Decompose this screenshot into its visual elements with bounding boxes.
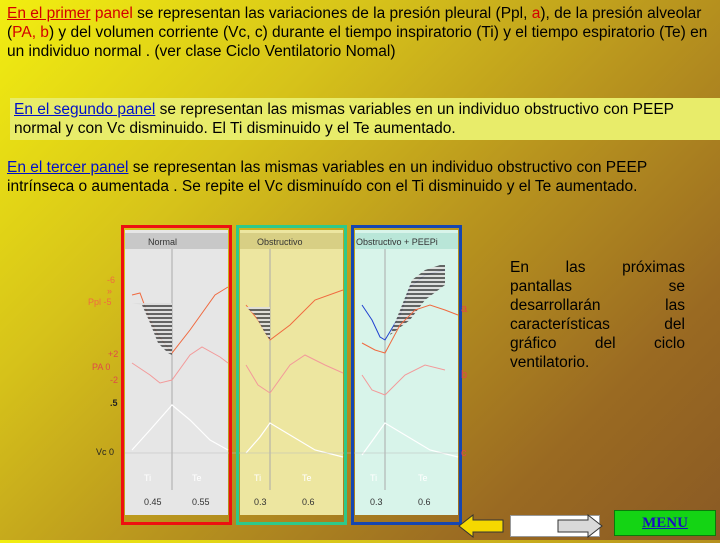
- paragraph-peepi-panel: [7, 158, 715, 196]
- text-segment: se representan las mismas variables en un individuo obstructivo con PEEP normal y con Vc disminuido. El Ti disminuido y el Te aumentado.: [14, 101, 674, 137]
- curve-label-a: a: [461, 303, 468, 315]
- te-value: 0.6: [302, 497, 315, 507]
- highlight-panel: panel: [90, 5, 133, 22]
- text-segment: se representan las mismas variables en un individuo obstructivo con PEEP intrínseca o aumentada . Se repite el Vc disminuído con el Ti disminuido y el Te aumentado.: [7, 159, 647, 195]
- highlight-primer: En el primer: [7, 5, 91, 22]
- ppl-top-tick: -6: [107, 275, 116, 285]
- right-arrow-icon: [556, 514, 604, 538]
- curve-label-c: c: [461, 447, 467, 459]
- highlight-a: a: [531, 5, 541, 22]
- ti-value: 0.3: [370, 497, 383, 507]
- ti-label: Ti: [254, 473, 262, 483]
- side-note: En las próximas pantallas se desarrollarán las características del gráfico del ciclo ventilatorio.: [510, 259, 685, 371]
- ppl-axis-label: Ppl -5: [88, 297, 112, 307]
- curve-label-b: b: [461, 369, 468, 381]
- text-segment: se representan las variaciones de la presión pleural (Ppl,: [132, 5, 532, 22]
- panel-title-obstructivo: Obstructivo: [257, 237, 303, 247]
- text-segment: ), de la presión alveolar (: [7, 5, 702, 41]
- ti-value: 0.3: [254, 497, 267, 507]
- left-arrow-icon: [457, 514, 505, 538]
- panel-title-normal: Normal: [148, 237, 178, 247]
- ti-label: Ti: [144, 473, 152, 483]
- te-value: 0.6: [418, 497, 431, 507]
- panel-frame-obstructivo: [236, 225, 347, 525]
- text-segment: ) y del volumen corriente (Vc, c) durante el tiempo inspiratorio (Ti) y el tiempo espiratorio (Te) en un individuo normal . (ver clase Ciclo Ventilatorio Nomal): [7, 24, 708, 60]
- te-label: Te: [418, 473, 428, 483]
- paragraph-obstructive-panel: [10, 98, 720, 140]
- panel-title-peepi: Obstructivo + PEEPi: [356, 237, 438, 247]
- te-label: Te: [192, 473, 202, 483]
- te-label: Te: [302, 473, 312, 483]
- highlight-pa-b: PA, b: [12, 24, 49, 41]
- ti-value: 0.45: [144, 497, 162, 507]
- highlight-segundo-panel: En el segundo panel: [14, 101, 156, 118]
- panel-frame-peepi: [351, 225, 462, 525]
- pa-axis-label: PA 0: [92, 362, 111, 372]
- forward-arrow-button[interactable]: [556, 514, 604, 538]
- back-arrow-button[interactable]: [457, 514, 505, 538]
- pa-top-tick: +2: [108, 349, 119, 359]
- vc-axis-label: Vc 0: [96, 447, 115, 457]
- vc-top-tick: .5: [110, 398, 118, 408]
- highlight-tercer-panel: En el tercer panel: [7, 159, 129, 176]
- pa-bottom-tick: -2: [110, 375, 119, 385]
- menu-button[interactable]: [614, 510, 716, 536]
- panel-frame-normal: [121, 225, 232, 525]
- te-value: 0.55: [192, 497, 210, 507]
- ti-label: Ti: [370, 473, 378, 483]
- ppl-mid-tick: »: [107, 286, 113, 296]
- paragraph-normal-panel: [7, 4, 715, 61]
- ventilation-figure: [80, 225, 470, 525]
- menu-button-label: MENU: [642, 515, 688, 531]
